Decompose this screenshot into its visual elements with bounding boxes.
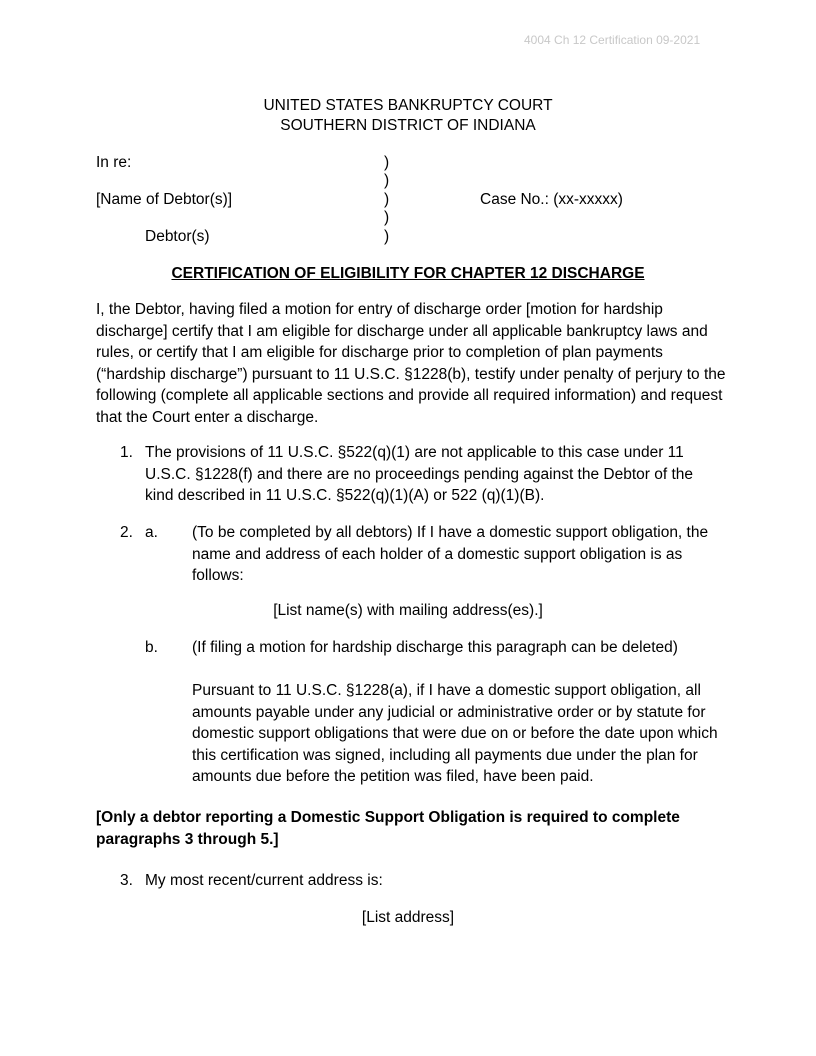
dso-instruction-note: [Only a debtor reporting a Domestic Support Obligation is required to complete paragraphs 3 through 5.] [96, 809, 680, 848]
court-heading [0, 96, 816, 136]
form-identifier: 4004 Ch 12 Certification 09-2021 [524, 33, 701, 47]
document-title: CERTIFICATION OF ELIGIBILITY FOR CHAPTER 12 DISCHARGE [171, 265, 645, 282]
caption-paren: ) [384, 172, 390, 189]
in-re-label: In re: [96, 154, 132, 171]
item-2b-note: (If filing a motion for hardship discharge this paragraph can be deleted) [192, 639, 678, 656]
intro-paragraph: I, the Debtor, having filed a motion for entry of discharge order [motion for hardship discharge] certify that I am eligible for discharge under all applicable bankruptcy laws and rules, or certify that I am eligible for discharge prior to completion of plan payments (“hardship discharge”) pursuant to 11 U.S.C. §1228(b), testify under penalty of perjury to the following (complete all applicable sections and provide all required information) and request that the Court enter a discharge. [96, 301, 726, 426]
item-number: 1. [120, 444, 133, 461]
sub-item-letter: b. [145, 639, 158, 656]
case-number: Case No.: (xx-xxxxx) [480, 191, 623, 208]
caption-paren: ) [384, 154, 390, 171]
item-2a-text: (To be completed by all debtors) If I have a domestic support obligation, the name and address of each holder of a domestic support obligation is as follows: [192, 524, 709, 584]
item-number: 2. [120, 524, 133, 541]
debtor-name-placeholder: [Name of Debtor(s)] [96, 191, 233, 208]
item-number: 3. [120, 872, 133, 889]
court-district: SOUTHERN DISTRICT OF INDIANA [280, 117, 536, 134]
debtor-label: Debtor(s) [145, 228, 210, 245]
address-placeholder: [List address] [361, 909, 455, 926]
item-2b-text: Pursuant to 11 U.S.C. §1228(a), if I have a domestic support obligation, all amounts payable under any judicial or administrative order or by statute for domestic support obligations that were due on or before the date upon which this certification was signed, including all payments due under the plan for amounts due before the petition was filed, have been paid. [192, 682, 718, 785]
caption-paren: ) [384, 191, 390, 208]
item-1-text: The provisions of 11 U.S.C. §522(q)(1) are not applicable to this case under 11 U.S.C. §1228(f) and there are no proceedings pending against the Debtor of the kind described in 11 U.S.C. §522(q)(1)(A) or 522 (q)(1)(B). [145, 444, 694, 504]
court-name: UNITED STATES BANKRUPTCY COURT [263, 97, 553, 114]
dso-holder-list-placeholder: [List name(s) with mailing address(es).] [273, 602, 543, 619]
caption-paren: ) [384, 209, 390, 226]
item-3-text: My most recent/current address is: [145, 872, 383, 889]
sub-item-letter: a. [145, 524, 158, 541]
caption-paren: ) [384, 228, 390, 245]
